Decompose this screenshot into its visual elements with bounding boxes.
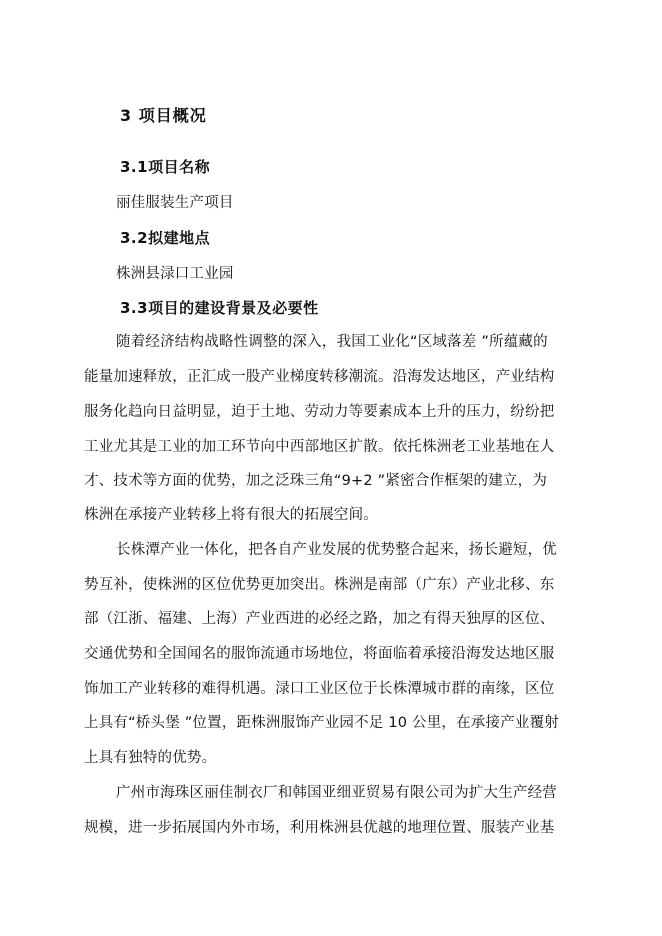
chapter-heading: 3 项目概况	[120, 106, 207, 125]
paragraph-line: 长株潭产业一体化，把各自产业发展的优势整合起来，扬长避短，优	[116, 542, 557, 558]
section-heading-background: 3.3项目的建设背景及必要性	[120, 299, 319, 317]
paragraph-line: 上具有独特的优势。	[84, 750, 217, 766]
section-heading-project-name: 3.1项目名称	[120, 158, 211, 176]
paragraph-line: 上具有“桥头堡 ”位置，距株洲服饰产业园不足 10 公里，在承接产业覆射	[84, 715, 559, 731]
paragraph-line: 株洲在承接产业转移上将有很大的拓展空间。	[84, 507, 378, 523]
paragraph-line: 交通优势和全国闻名的服饰流通市场地位，将面临着承接沿海发达地区服	[84, 646, 555, 662]
paragraph-line: 势互补，使株洲的区位优势更加突出。株洲是南部（广东）产业北移、东	[84, 577, 555, 593]
paragraph-line: 服务化趋向日益明显，迫于土地、劳动力等要素成本上升的压力，纷纷把	[84, 404, 555, 420]
paragraph-line: 饰加工产业转移的难得机遇。渌口工业区位于长株潭城市群的南缘，区位	[84, 681, 555, 697]
paragraph-line: 规模，进一步拓展国内外市场，利用株洲县优越的地理位置、服装产业基	[84, 820, 555, 836]
section-heading-location: 3.2拟建地点	[120, 229, 211, 247]
paragraph-line: 能量加速释放，正汇成一股产业梯度转移潮流。沿海发达地区，产业结构	[84, 369, 555, 385]
project-name-text: 丽佳服装生产项目	[116, 195, 234, 211]
paragraph-line: 随着经济结构战略性调整的深入，我国工业化“区域落差 ”所蕴藏的	[116, 334, 548, 350]
paragraph-line: 工业尤其是工业的加工环节向中西部地区扩散。依托株洲老工业基地在人	[84, 439, 555, 455]
paragraph-line: 才、技术等方面的优势，加之泛珠三角“9+2 ”紧密合作框架的建立，为	[84, 473, 548, 489]
location-text: 株洲县渌口工业园	[116, 266, 234, 282]
paragraph-line: 广州市海珠区丽佳制衣厂和韩国亚细亚贸易有限公司为扩大生产经营	[116, 785, 557, 801]
paragraph-line: 部（江浙、福建、上海）产业西进的必经之路，加之有得天独厚的区位、	[84, 611, 555, 627]
